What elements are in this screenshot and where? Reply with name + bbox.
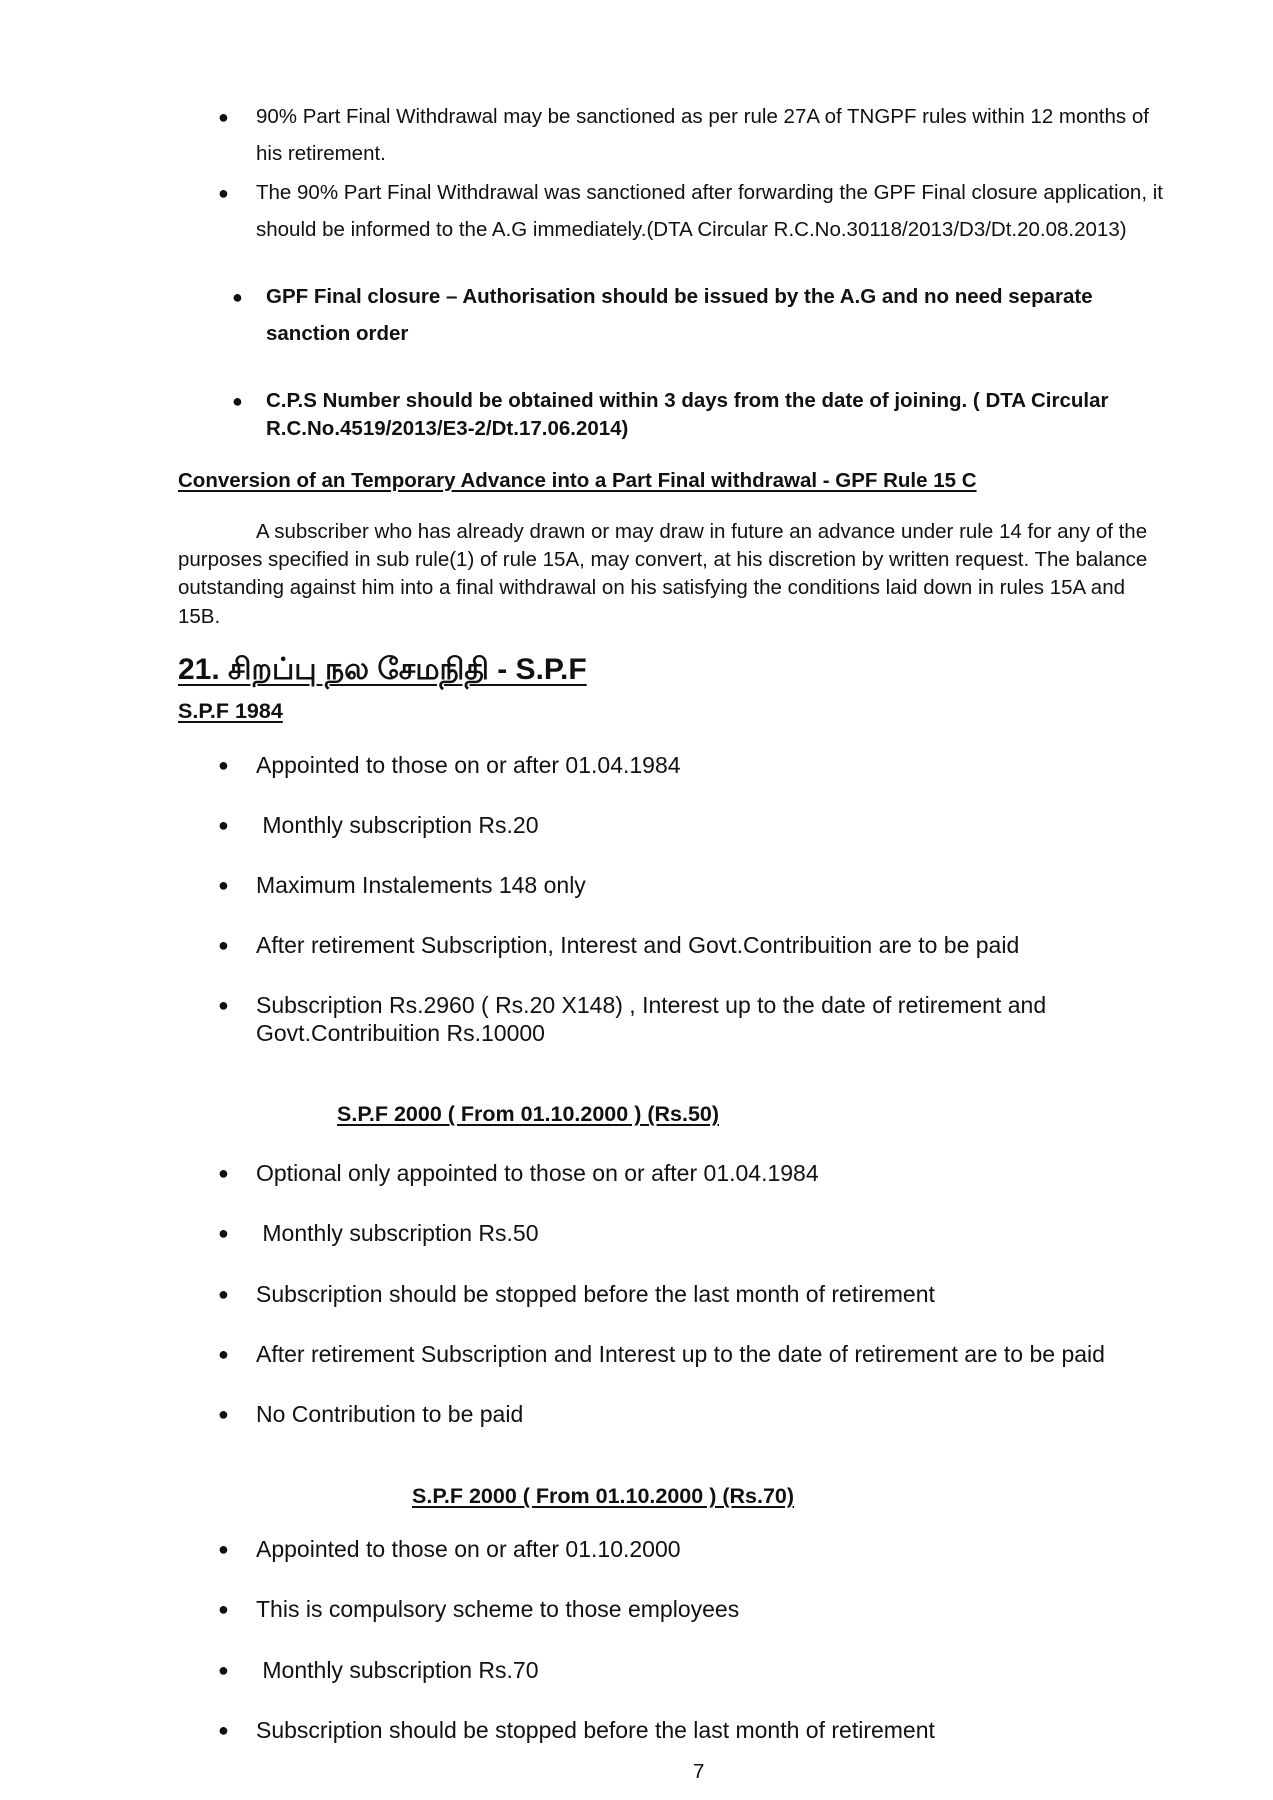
paragraph-line: outstanding against him into a final withdrawal on his satisfying the conditions laid down in rules 15A and [178,576,1125,599]
bullet-text: The 90% Part Final Withdrawal was sanctioned after forwarding the GPF Final closure application, it [256,181,1163,204]
bullet-text: GPF Final closure – Authorisation should be issued by the A.G and no need separate [266,285,1093,308]
conversion-heading: Conversion of an Temporary Advance into a Part Final withdrawal - GPF Rule 15 C [178,469,977,492]
list-item: After retirement Subscription, Interest and Govt.Contribuition are to be paid [256,932,1020,958]
list-item: Monthly subscription Rs.70 [256,1657,539,1683]
bullet-text: 90% Part Final Withdrawal may be sanctioned as per rule 27A of TNGPF rules within 12 months of [256,105,1149,128]
spf2000-50-heading: S.P.F 2000 ( From 01.10.2000 ) (Rs.50) [337,1102,720,1126]
bullet-icon: ● [218,875,229,895]
spf2000-70-heading: S.P.F 2000 ( From 01.10.2000 ) (Rs.70) [412,1484,795,1508]
bullet-icon: ● [218,815,229,835]
page-number: 7 [693,1760,705,1783]
list-item: No Contribution to be paid [256,1401,524,1427]
bullet-icon: ● [218,1720,229,1740]
list-item: Optional only appointed to those on or after 01.04.1984 [256,1160,819,1186]
bullet-icon: ● [218,995,229,1015]
bullet-icon: ● [218,1599,229,1619]
list-item: Monthly subscription Rs.50 [256,1220,539,1246]
list-item: Maximum Instalements 148 only [256,872,586,898]
bullet-icon: ● [218,1404,229,1424]
list-item: Appointed to those on or after 01.10.2000 [256,1536,681,1562]
list-item: Subscription should be stopped before the last month of retirement [256,1717,935,1743]
bullet-icon: ● [218,1660,229,1680]
spf1984-heading: S.P.F 1984 [178,699,283,723]
bullet-icon: ● [218,1163,229,1183]
bullet-icon: ● [218,1344,229,1364]
bullet-text: his retirement. [256,142,386,165]
bullet-icon: ● [218,183,229,203]
bullet-text: should be informed to the A.G immediately.(DTA Circular R.C.No.30118/2013/D3/Dt.20.08.2013) [256,218,1127,241]
bullet-icon: ● [232,287,243,307]
list-item: Govt.Contribuition Rs.10000 [256,1020,545,1046]
list-item: Monthly subscription Rs.20 [256,812,539,838]
list-item: After retirement Subscription and Interest up to the date of retirement are to be paid [256,1341,1105,1367]
bullet-text: C.P.S Number should be obtained within 3 days from the date of joining. ( DTA Circular [266,389,1109,412]
bullet-icon: ● [218,935,229,955]
bullet-icon: ● [218,1284,229,1304]
list-item: This is compulsory scheme to those employees [256,1596,740,1622]
paragraph-line: 15B. [178,605,221,628]
bullet-icon: ● [218,1539,229,1559]
bullet-icon: ● [218,755,229,775]
bullet-icon: ● [218,1223,229,1243]
bullet-text: sanction order [266,322,409,345]
list-item: Appointed to those on or after 01.04.1984 [256,752,681,778]
paragraph-line: purposes specified in sub rule(1) of rule 15A, may convert, at his discretion by written request. The balance [178,548,1148,571]
bullet-icon: ● [218,107,229,127]
list-item: Subscription should be stopped before the last month of retirement [256,1281,935,1307]
list-item: Subscription Rs.2960 ( Rs.20 X148) , Interest up to the date of retirement and [256,992,1047,1018]
section-title: 21. சிறப்பு நல சேமநிதி - S.P.F [178,653,587,686]
bullet-text: R.C.No.4519/2013/E3-2/Dt.17.06.2014) [266,417,629,440]
paragraph-line: A subscriber who has already drawn or may draw in future an advance under rule 14 for any of the [256,520,1148,543]
bullet-icon: ● [232,391,243,411]
